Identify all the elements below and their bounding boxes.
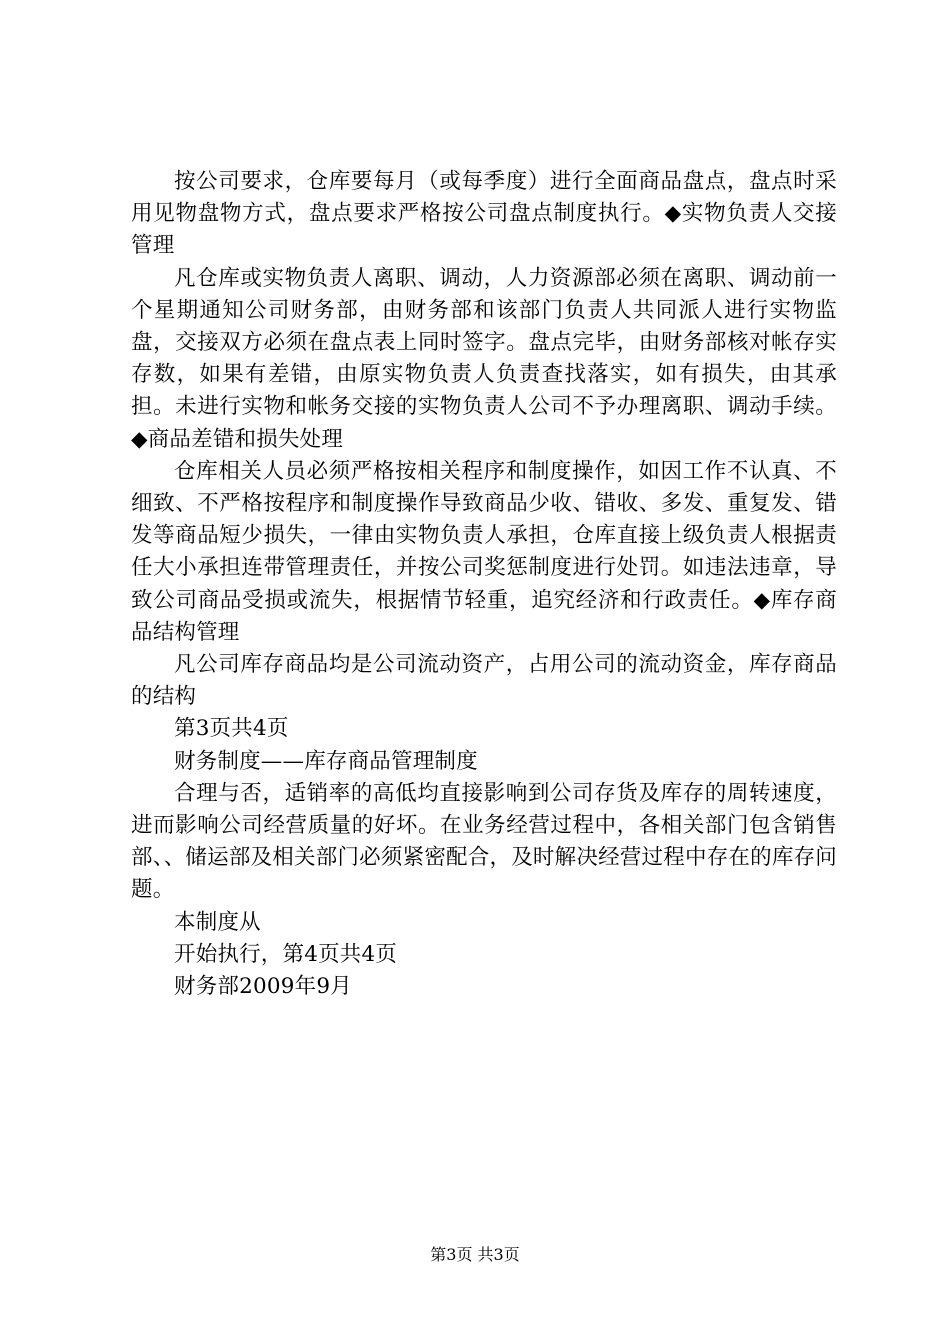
page-footer: 第3页 共3页 [430, 1245, 520, 1264]
paragraph-1: 按公司要求，仓库要每月（或每季度）进行全面商品盘点，盘点时采用见物盘物方式，盘点要求严格按公司盘点制度执行。◆实物负责人交接管理 [131, 169, 837, 259]
inline-page-marker: 第3页共4页 [174, 716, 289, 742]
signature-line: 财务部2009年9月 [174, 974, 352, 1000]
paragraph-4: 凡公司库存商品均是公司流动资产，占用公司的流动资金，库存商品的结构 [131, 652, 837, 710]
effective-date-line: 本制度从 [174, 909, 261, 935]
execution-line: 开始执行，第4页共4页 [174, 941, 398, 967]
paragraph-5: 合理与否，适销率的高低均直接影响到公司存货及库存的周转速度，进而影响公司经营质量的好坏。在业务经营过程中，各相关部门包含销售部、、储运部及相关部门必须紧密配合，及时解决经营过程中存在的库存问题。 [131, 780, 837, 903]
paragraph-2: 凡仓库或实物负责人离职、调动，人力资源部必须在离职、调动前一个星期通知公司财务部，由财务部和该部门负责人共同派人进行实物监盘，交接双方必须在盘点表上同时签字。盘点完毕，由财务部核对帐存实存数，如果有差错，由原实物负责人负责查找落实，如有损失，由其承担。未进行实物和帐务交接的实物负责人公司不予办理离职、调动手续。◆商品差错和损失处理 [131, 265, 837, 452]
paragraph-3: 仓库相关人员必须严格按相关程序和制度操作，如因工作不认真、不细致、不严格按程序和制度操作导致商品少收、错收、多发、重复发、错发等商品短少损失，一律由实物负责人承担，仓库直接上级负责人根据责任大小承担连带管理责任，并按公司奖惩制度进行处罚。如违法违章，导致公司商品受损或流失，根据情节轻重，追究经济和行政责任。◆库存商品结构管理 [131, 458, 837, 645]
running-header: 财务制度——库存商品管理制度 [174, 748, 478, 774]
document-body [131, 166, 837, 1003]
